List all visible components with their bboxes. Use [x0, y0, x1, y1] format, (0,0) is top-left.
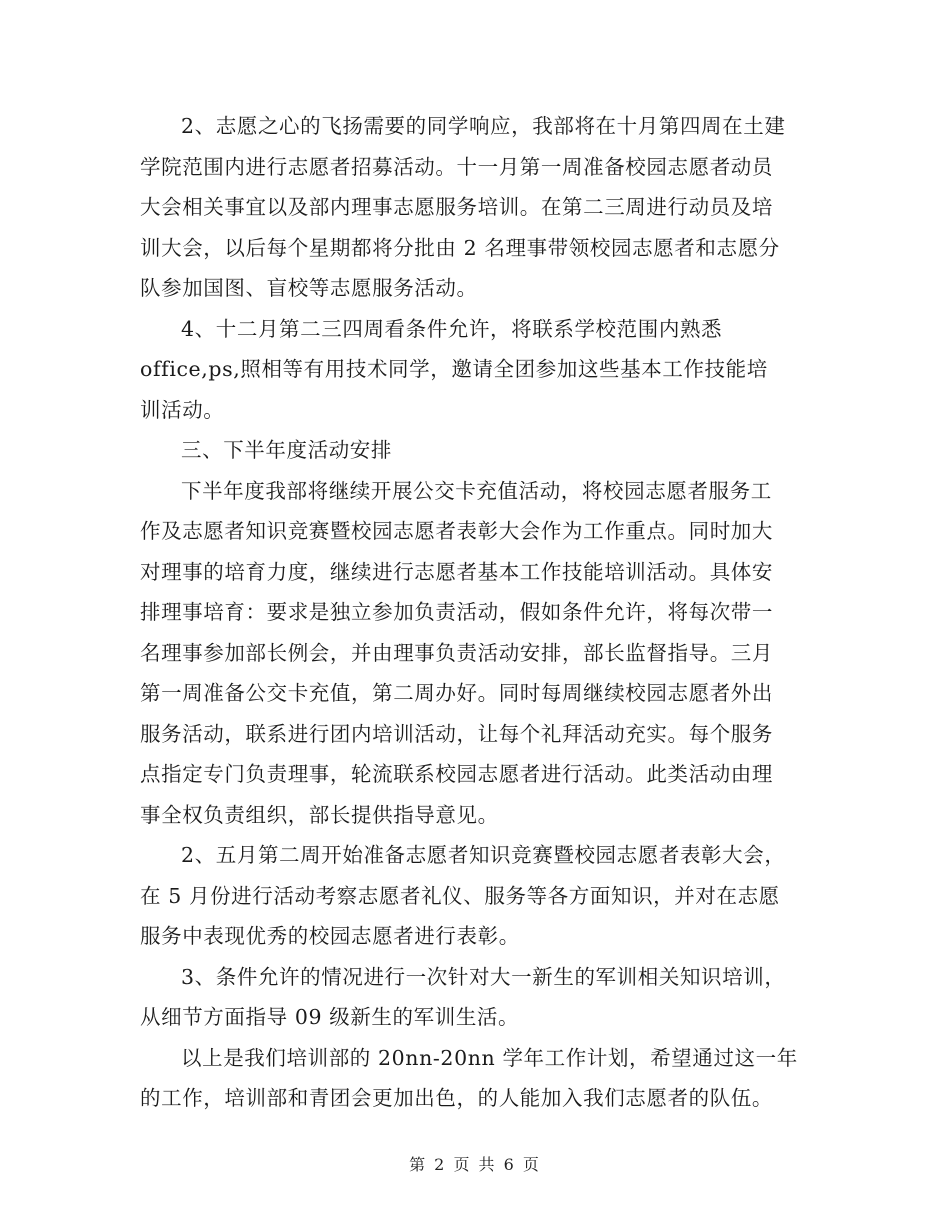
page-number-footer: 第 2 页 共 6 页	[409, 1155, 541, 1174]
paragraph-may-contest: 2、五月第二周开始准备志愿者知识竞赛暨校园志愿者表彰大会， 在 5 月份进行活动考察志愿者礼仪、服务等各方面知识，并对在志愿 服务中表现优秀的校园志愿者进行表彰。	[140, 843, 786, 948]
section-heading-second-half: 三、下半年度活动安排	[181, 438, 392, 462]
paragraph-conclusion: 以上是我们培训部的 20nn-20nn 学年工作计划，希望通过这一年 的工作，培训部和青团会更加出色，的人能加入我们志愿者的队伍。	[140, 1045, 798, 1110]
paragraph-recruitment: 2、志愿之心的飞扬需要的同学响应，我部将在十月第四周在土建 学院范围内进行志愿者招募活动。十一月第一周准备校园志愿者动员 大会相关事宜以及部内理事志愿服务培训。在第二三周进行动员及培 训大会，以后每个星期都将分批由 2 名理事带领校园志愿者和志愿分 队参加国图、盲校等志愿服务活动。	[140, 114, 786, 300]
paragraph-skill-training: 4、十二月第二三四周看条件允许，将联系学校范围内熟悉 office,ps,照相等有用技术同学，邀请全团参加这些基本工作技能培 训活动。	[140, 316, 768, 422]
document-body	[140, 106, 810, 1119]
paragraph-military-training: 3、条件允许的情况进行一次针对大一新生的军训相关知识培训， 从细节方面指导 09 级新生的军训生活。	[140, 964, 786, 1029]
paragraph-second-half-plan: 下半年度我部将继续开展公交卡充值活动，将校园志愿者服务工 作及志愿者知识竞赛暨校园志愿者表彰大会作为工作重点。同时加大 对理事的培育力度，继续进行志愿者基本工作技能培训活动。具体安 排理事培育：要求是独立参加负责活动，假如条件允许，将每次带一 名理事参加部长例会，并由理事负责活动安排，部长监督指导。三月 第一周准备公交卡充值，第二周办好。同时每周继续校园志愿者外出 服务活动，联系进行团内培训活动，让每个礼拜活动充实。每个服务 点指定专门负责理事，轮流联系校园志愿者进行活动。此类活动由理 事全权负责组织，部长提供指导意见。	[140, 478, 773, 827]
